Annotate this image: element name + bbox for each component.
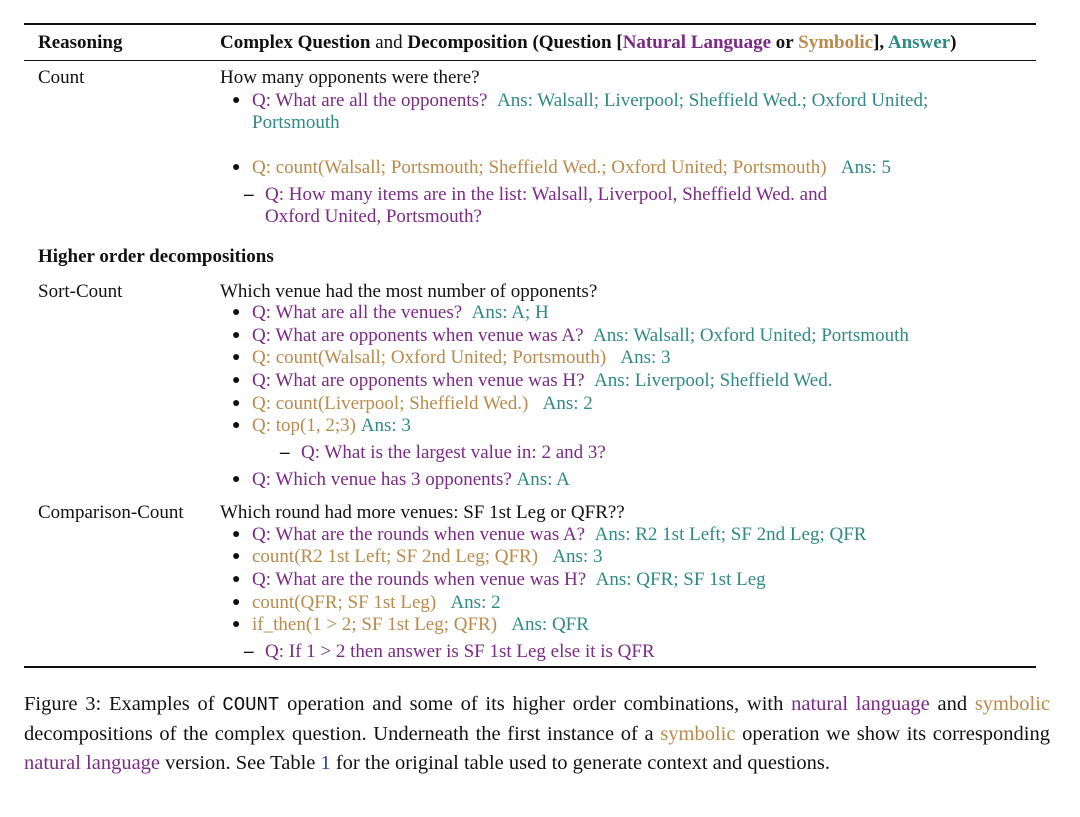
bullet-icon: ● bbox=[232, 418, 241, 433]
comp-item-3-question: Q: What are the rounds when venue was H? bbox=[252, 569, 587, 590]
top-rule bbox=[24, 23, 1036, 25]
bullet-icon: ● bbox=[232, 350, 241, 365]
sort-item-2-question: Q: What are opponents when venue was A? bbox=[252, 325, 584, 346]
caption-text-5: operation we show its corresponding bbox=[735, 723, 1050, 745]
comp-item-2-question: count(R2 1st Left; SF 2nd Leg; QFR) bbox=[252, 546, 539, 567]
bottom-rule bbox=[24, 666, 1036, 668]
header-question-open: (Question [ bbox=[527, 32, 623, 53]
higher-order-title: Higher order decompositions bbox=[38, 246, 274, 267]
sort-item-1-answer: Ans: A; H bbox=[471, 302, 549, 323]
header-bracket: ], bbox=[873, 32, 888, 53]
comp-item-1-answer: Ans: R2 1st Left; SF 2nd Leg; QFR bbox=[594, 524, 867, 545]
sort-item-4-question: Q: What are opponents when venue was H? bbox=[252, 370, 585, 391]
caption-text-3: and bbox=[929, 693, 975, 715]
comparison-count-question: Which round had more venues: SF 1st Leg or QFR?? bbox=[220, 502, 625, 523]
bullet-icon: ● bbox=[232, 160, 241, 175]
count-item-2 bbox=[252, 157, 891, 179]
sort-item-7-answer: Ans: A bbox=[516, 469, 570, 490]
comp-item-3-answer: Ans: QFR; SF 1st Leg bbox=[595, 569, 766, 590]
count-label: Count bbox=[38, 67, 85, 88]
count-item-2-question: Q: count(Walsall; Portsmouth; Sheffield Wed.; Oxford United; Portsmouth) bbox=[252, 157, 827, 178]
caption-table-ref-link[interactable]: 1 bbox=[320, 752, 331, 774]
comp-item-4-answer: Ans: 2 bbox=[450, 592, 501, 613]
caption-text-1: Figure 3: Examples of bbox=[24, 693, 223, 715]
bullet-icon: ● bbox=[232, 472, 241, 487]
sort-item-6-answer: Ans: 3 bbox=[360, 415, 411, 436]
comp-item-2-answer: Ans: 3 bbox=[552, 546, 603, 567]
count-sub-line-2: Oxford United, Portsmouth? bbox=[265, 206, 482, 227]
caption-symbolic-1: symbolic bbox=[974, 693, 1050, 715]
count-question: How many opponents were there? bbox=[220, 67, 480, 88]
count-item-1-question: Q: What are all the opponents? bbox=[252, 90, 488, 111]
count-item-1-answer-cont: Portsmouth bbox=[252, 112, 340, 133]
figure-caption bbox=[24, 690, 1050, 778]
caption-code-count: COUNT bbox=[222, 694, 280, 716]
comp-item-5-answer: Ans: QFR bbox=[511, 614, 589, 635]
caption-natural-language-1: natural language bbox=[791, 693, 930, 715]
dash-icon: – bbox=[244, 641, 254, 662]
sort-count-label: Sort-Count bbox=[38, 281, 123, 302]
comp-item-1-question: Q: What are the rounds when venue was A? bbox=[252, 524, 586, 545]
comp-item-3 bbox=[252, 569, 766, 591]
sort-item-5-question: Q: count(Liverpool; Sheffield Wed.) bbox=[252, 393, 529, 414]
comp-item-5-question: if_then(1 > 2; SF 1st Leg; QFR) bbox=[252, 614, 498, 635]
header-complex-question: Complex Question bbox=[220, 32, 371, 53]
bullet-icon: ● bbox=[232, 572, 241, 587]
caption-text-6: version. See Table bbox=[160, 752, 321, 774]
sort-item-7-question: Q: Which venue has 3 opponents? bbox=[252, 469, 512, 490]
dash-icon: – bbox=[280, 442, 290, 463]
sort-item-6-question: Q: top(1, 2;3) bbox=[252, 415, 356, 436]
count-sub-line-1: Q: How many items are in the list: Walsall, Liverpool, Sheffield Wed. and bbox=[265, 184, 828, 205]
sort-item-1-question: Q: What are all the venues? bbox=[252, 302, 463, 323]
header-and: and bbox=[370, 32, 408, 53]
caption-symbolic-2: symbolic bbox=[660, 723, 736, 745]
header-reasoning: Reasoning bbox=[38, 32, 123, 53]
sort-item-2-answer: Ans: Walsall; Oxford United; Portsmouth bbox=[593, 325, 909, 346]
sort-item-2 bbox=[252, 325, 909, 347]
caption-natural-language-2: natural language bbox=[24, 752, 161, 774]
header-decomposition-word: Decomposition bbox=[407, 32, 528, 53]
sort-item-5 bbox=[252, 393, 593, 415]
comparison-count-label: Comparison-Count bbox=[38, 502, 184, 523]
bullet-icon: ● bbox=[232, 328, 241, 343]
comp-item-4 bbox=[252, 592, 501, 614]
sort-item-3 bbox=[252, 347, 671, 369]
bullet-icon: ● bbox=[232, 93, 241, 108]
sort-item-3-question: Q: count(Walsall; Oxford United; Portsmouth) bbox=[252, 347, 607, 368]
comp-item-1 bbox=[252, 524, 866, 546]
comp-item-4-question: count(QFR; SF 1st Leg) bbox=[252, 592, 437, 613]
header-decomposition bbox=[220, 32, 956, 54]
caption-text-7: for the original table used to generate context and questions. bbox=[330, 752, 830, 774]
bullet-icon: ● bbox=[232, 549, 241, 564]
sort-item-5-answer: Ans: 2 bbox=[542, 393, 593, 414]
comp-sub: Q: If 1 > 2 then answer is SF 1st Leg else it is QFR bbox=[265, 641, 655, 662]
bullet-icon: ● bbox=[232, 527, 241, 542]
header-or: or bbox=[771, 32, 799, 53]
comp-item-2 bbox=[252, 546, 602, 568]
sort-item-6 bbox=[252, 415, 411, 437]
sort-item-4-answer: Ans: Liverpool; Sheffield Wed. bbox=[594, 370, 833, 391]
header-close: ) bbox=[950, 32, 957, 53]
bullet-icon: ● bbox=[232, 396, 241, 411]
header-answer: Answer bbox=[887, 32, 951, 53]
sort-count-question: Which venue had the most number of opponents? bbox=[220, 281, 598, 302]
comp-item-5 bbox=[252, 614, 589, 636]
sort-item-7 bbox=[252, 469, 570, 491]
sort-item-3-answer: Ans: 3 bbox=[620, 347, 671, 368]
sort-sub: Q: What is the largest value in: 2 and 3? bbox=[301, 442, 606, 463]
bullet-icon: ● bbox=[232, 373, 241, 388]
bullet-icon: ● bbox=[232, 305, 241, 320]
caption-text-4: decompositions of the complex question. Underneath the first instance of a bbox=[24, 723, 661, 745]
header-natural-language: Natural Language bbox=[622, 32, 772, 53]
dash-icon: – bbox=[244, 184, 254, 205]
count-item-2-answer: Ans: 5 bbox=[840, 157, 892, 178]
header-symbolic: Symbolic bbox=[798, 32, 874, 53]
header-rule bbox=[24, 60, 1036, 61]
sort-item-1 bbox=[252, 302, 549, 324]
count-item-1-answer: Ans: Walsall; Liverpool; Sheffield Wed.; Oxford United; bbox=[497, 90, 929, 111]
bullet-icon: ● bbox=[232, 617, 241, 632]
sort-item-4 bbox=[252, 370, 832, 392]
bullet-icon: ● bbox=[232, 595, 241, 610]
caption-text-2: operation and some of its higher order combinations, with bbox=[279, 693, 792, 715]
count-item-1 bbox=[252, 90, 928, 112]
